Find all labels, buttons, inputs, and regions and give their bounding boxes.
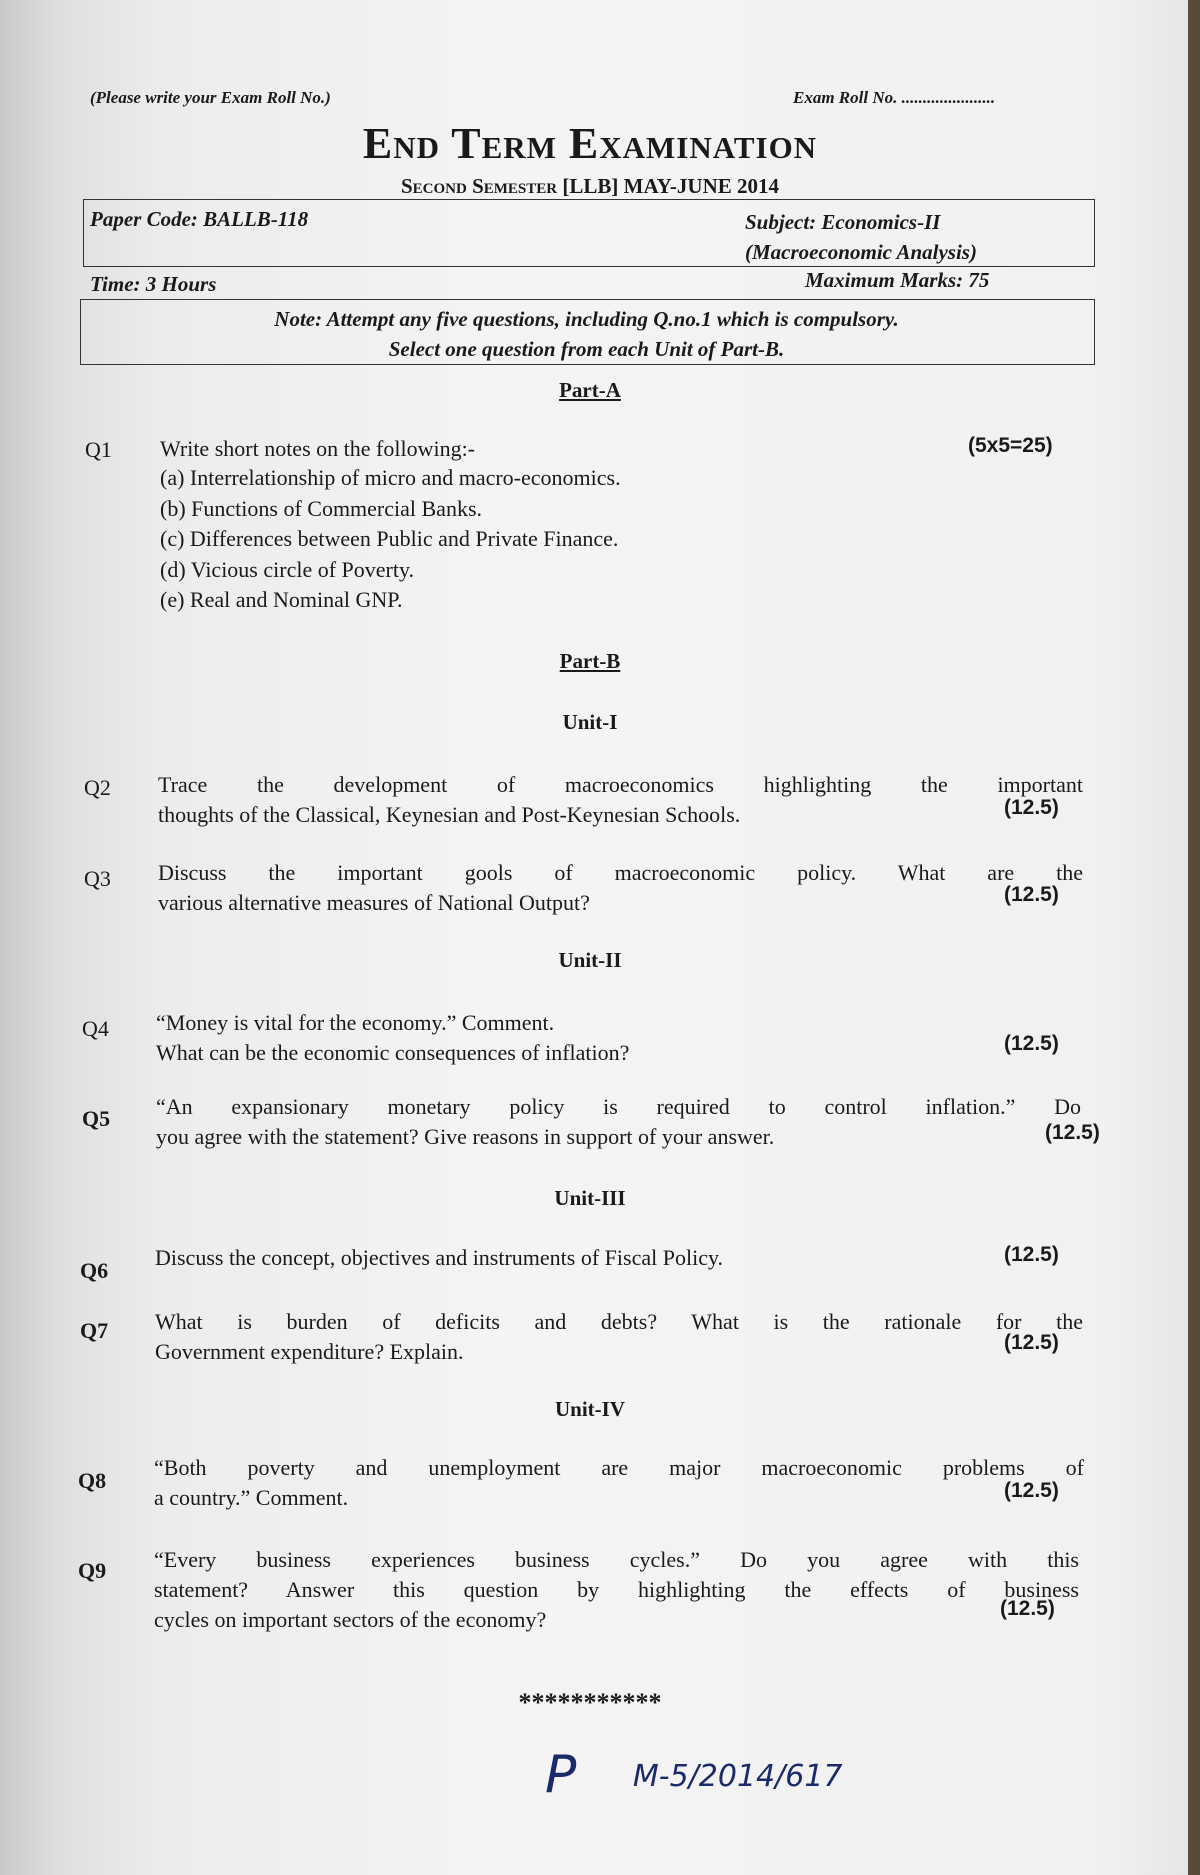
q1-marks: (5x5=25) bbox=[968, 434, 1053, 457]
handwritten-annotation bbox=[545, 1745, 843, 1805]
q4-line-1: “Money is vital for the economy.” Comment. bbox=[156, 1010, 555, 1035]
paper-code: Paper Code: BALLB-118 bbox=[90, 207, 309, 231]
note-line-1: Note: Attempt any five questions, including Q.no.1 which is compulsory. bbox=[274, 307, 899, 331]
instructions-note bbox=[80, 304, 1093, 364]
q9-marks: (12.5) bbox=[1000, 1597, 1055, 1620]
q1-items-list bbox=[160, 463, 621, 616]
roll-number-prompt: (Please write your Exam Roll No.) bbox=[90, 88, 331, 107]
handwritten-mark: P bbox=[545, 1745, 577, 1805]
q6-number: Q6 bbox=[80, 1258, 109, 1283]
q8-marks: (12.5) bbox=[1004, 1479, 1059, 1502]
list-item: (b) Functions of Commercial Banks. bbox=[160, 495, 483, 521]
q7-line-1: What is burden of deficits and debts? What is the rationale for the bbox=[155, 1309, 1083, 1334]
q1-number: Q1 bbox=[85, 437, 112, 462]
roll-number-label: Exam Roll No. ...................... bbox=[793, 88, 996, 107]
part-b-heading: Part-B bbox=[559, 649, 621, 673]
unit-3-heading: Unit-III bbox=[554, 1186, 626, 1210]
q7-number: Q7 bbox=[80, 1318, 109, 1343]
q3-marks: (12.5) bbox=[1004, 883, 1059, 906]
q7-text bbox=[155, 1307, 1083, 1367]
q2-number: Q2 bbox=[84, 775, 111, 800]
part-a-heading: Part-A bbox=[559, 378, 621, 402]
q3-line-2: various alternative measures of National Output? bbox=[158, 890, 590, 915]
q8-line-2: a country.” Comment. bbox=[154, 1485, 349, 1510]
q9-text bbox=[154, 1545, 1079, 1635]
q4-marks: (12.5) bbox=[1004, 1032, 1059, 1055]
handwritten-code: M-5/2014/617 bbox=[632, 1759, 843, 1794]
q3-line-1: Discuss the important gools of macroeconomic policy. What are the bbox=[158, 860, 1083, 885]
q3-text bbox=[158, 858, 1083, 918]
exam-title: End Term Examination bbox=[362, 119, 818, 168]
q1-text: Write short notes on the following:- bbox=[160, 436, 476, 461]
unit-4-heading: Unit-IV bbox=[554, 1397, 625, 1421]
end-marker: *********** bbox=[518, 1688, 662, 1717]
q5-number: Q5 bbox=[82, 1106, 111, 1131]
q8-number: Q8 bbox=[78, 1468, 107, 1493]
semester-line: Second Semester [LLB] MAY-JUNE 2014 bbox=[400, 174, 779, 198]
q2-line-1: Trace the development of macroeconomics highlighting the important bbox=[158, 772, 1083, 797]
list-item: (c) Differences between Public and Private Finance. bbox=[160, 526, 619, 551]
q3-number: Q3 bbox=[84, 866, 111, 891]
list-item: (e) Real and Nominal GNP. bbox=[160, 587, 403, 612]
q7-line-2: Government expenditure? Explain. bbox=[155, 1339, 464, 1364]
unit-1-heading: Unit-I bbox=[562, 710, 618, 734]
subject bbox=[745, 207, 977, 267]
note-line-2: Select one question from each Unit of Part-B. bbox=[388, 337, 785, 361]
q5-marks: (12.5) bbox=[1045, 1121, 1100, 1144]
time-allowed: Time: 3 Hours bbox=[90, 272, 217, 296]
q6-text: Discuss the concept, objectives and instruments of Fiscal Policy. bbox=[155, 1245, 724, 1270]
q9-line-3: cycles on important sectors of the economy? bbox=[154, 1607, 547, 1632]
q8-text bbox=[154, 1453, 1084, 1513]
q6-marks: (12.5) bbox=[1004, 1243, 1059, 1266]
q9-line-2: statement? Answer this question by highlighting the effects of business bbox=[154, 1577, 1079, 1602]
q5-line-2: you agree with the statement? Give reasons in support of your answer. bbox=[156, 1124, 775, 1149]
subject-subtitle: (Macroeconomic Analysis) bbox=[745, 240, 977, 264]
q2-text bbox=[158, 770, 1083, 830]
q5-text bbox=[156, 1092, 1081, 1152]
subject-name: Subject: Economics-II bbox=[745, 210, 941, 234]
q9-number: Q9 bbox=[78, 1558, 107, 1583]
q5-line-1: “An expansionary monetary policy is required to control inflation.” Do bbox=[156, 1094, 1081, 1119]
list-item: (a) Interrelationship of micro and macro-economics. bbox=[160, 465, 621, 490]
q8-line-1: “Both poverty and unemployment are major macroeconomic problems of bbox=[154, 1455, 1084, 1480]
list-item: (d) Vicious circle of Poverty. bbox=[160, 556, 415, 582]
q2-marks: (12.5) bbox=[1004, 796, 1059, 819]
q4-number: Q4 bbox=[82, 1016, 109, 1041]
q9-line-1: “Every business experiences business cycles.” Do you agree with this bbox=[154, 1547, 1079, 1572]
q2-line-2: thoughts of the Classical, Keynesian and Post-Keynesian Schools. bbox=[158, 802, 741, 827]
q4-line-2: What can be the economic consequences of inflation? bbox=[156, 1040, 630, 1065]
q4-text bbox=[156, 1008, 1016, 1068]
maximum-marks: Maximum Marks: 75 bbox=[805, 268, 990, 292]
unit-2-heading: Unit-II bbox=[558, 948, 622, 972]
q7-marks: (12.5) bbox=[1004, 1331, 1059, 1354]
